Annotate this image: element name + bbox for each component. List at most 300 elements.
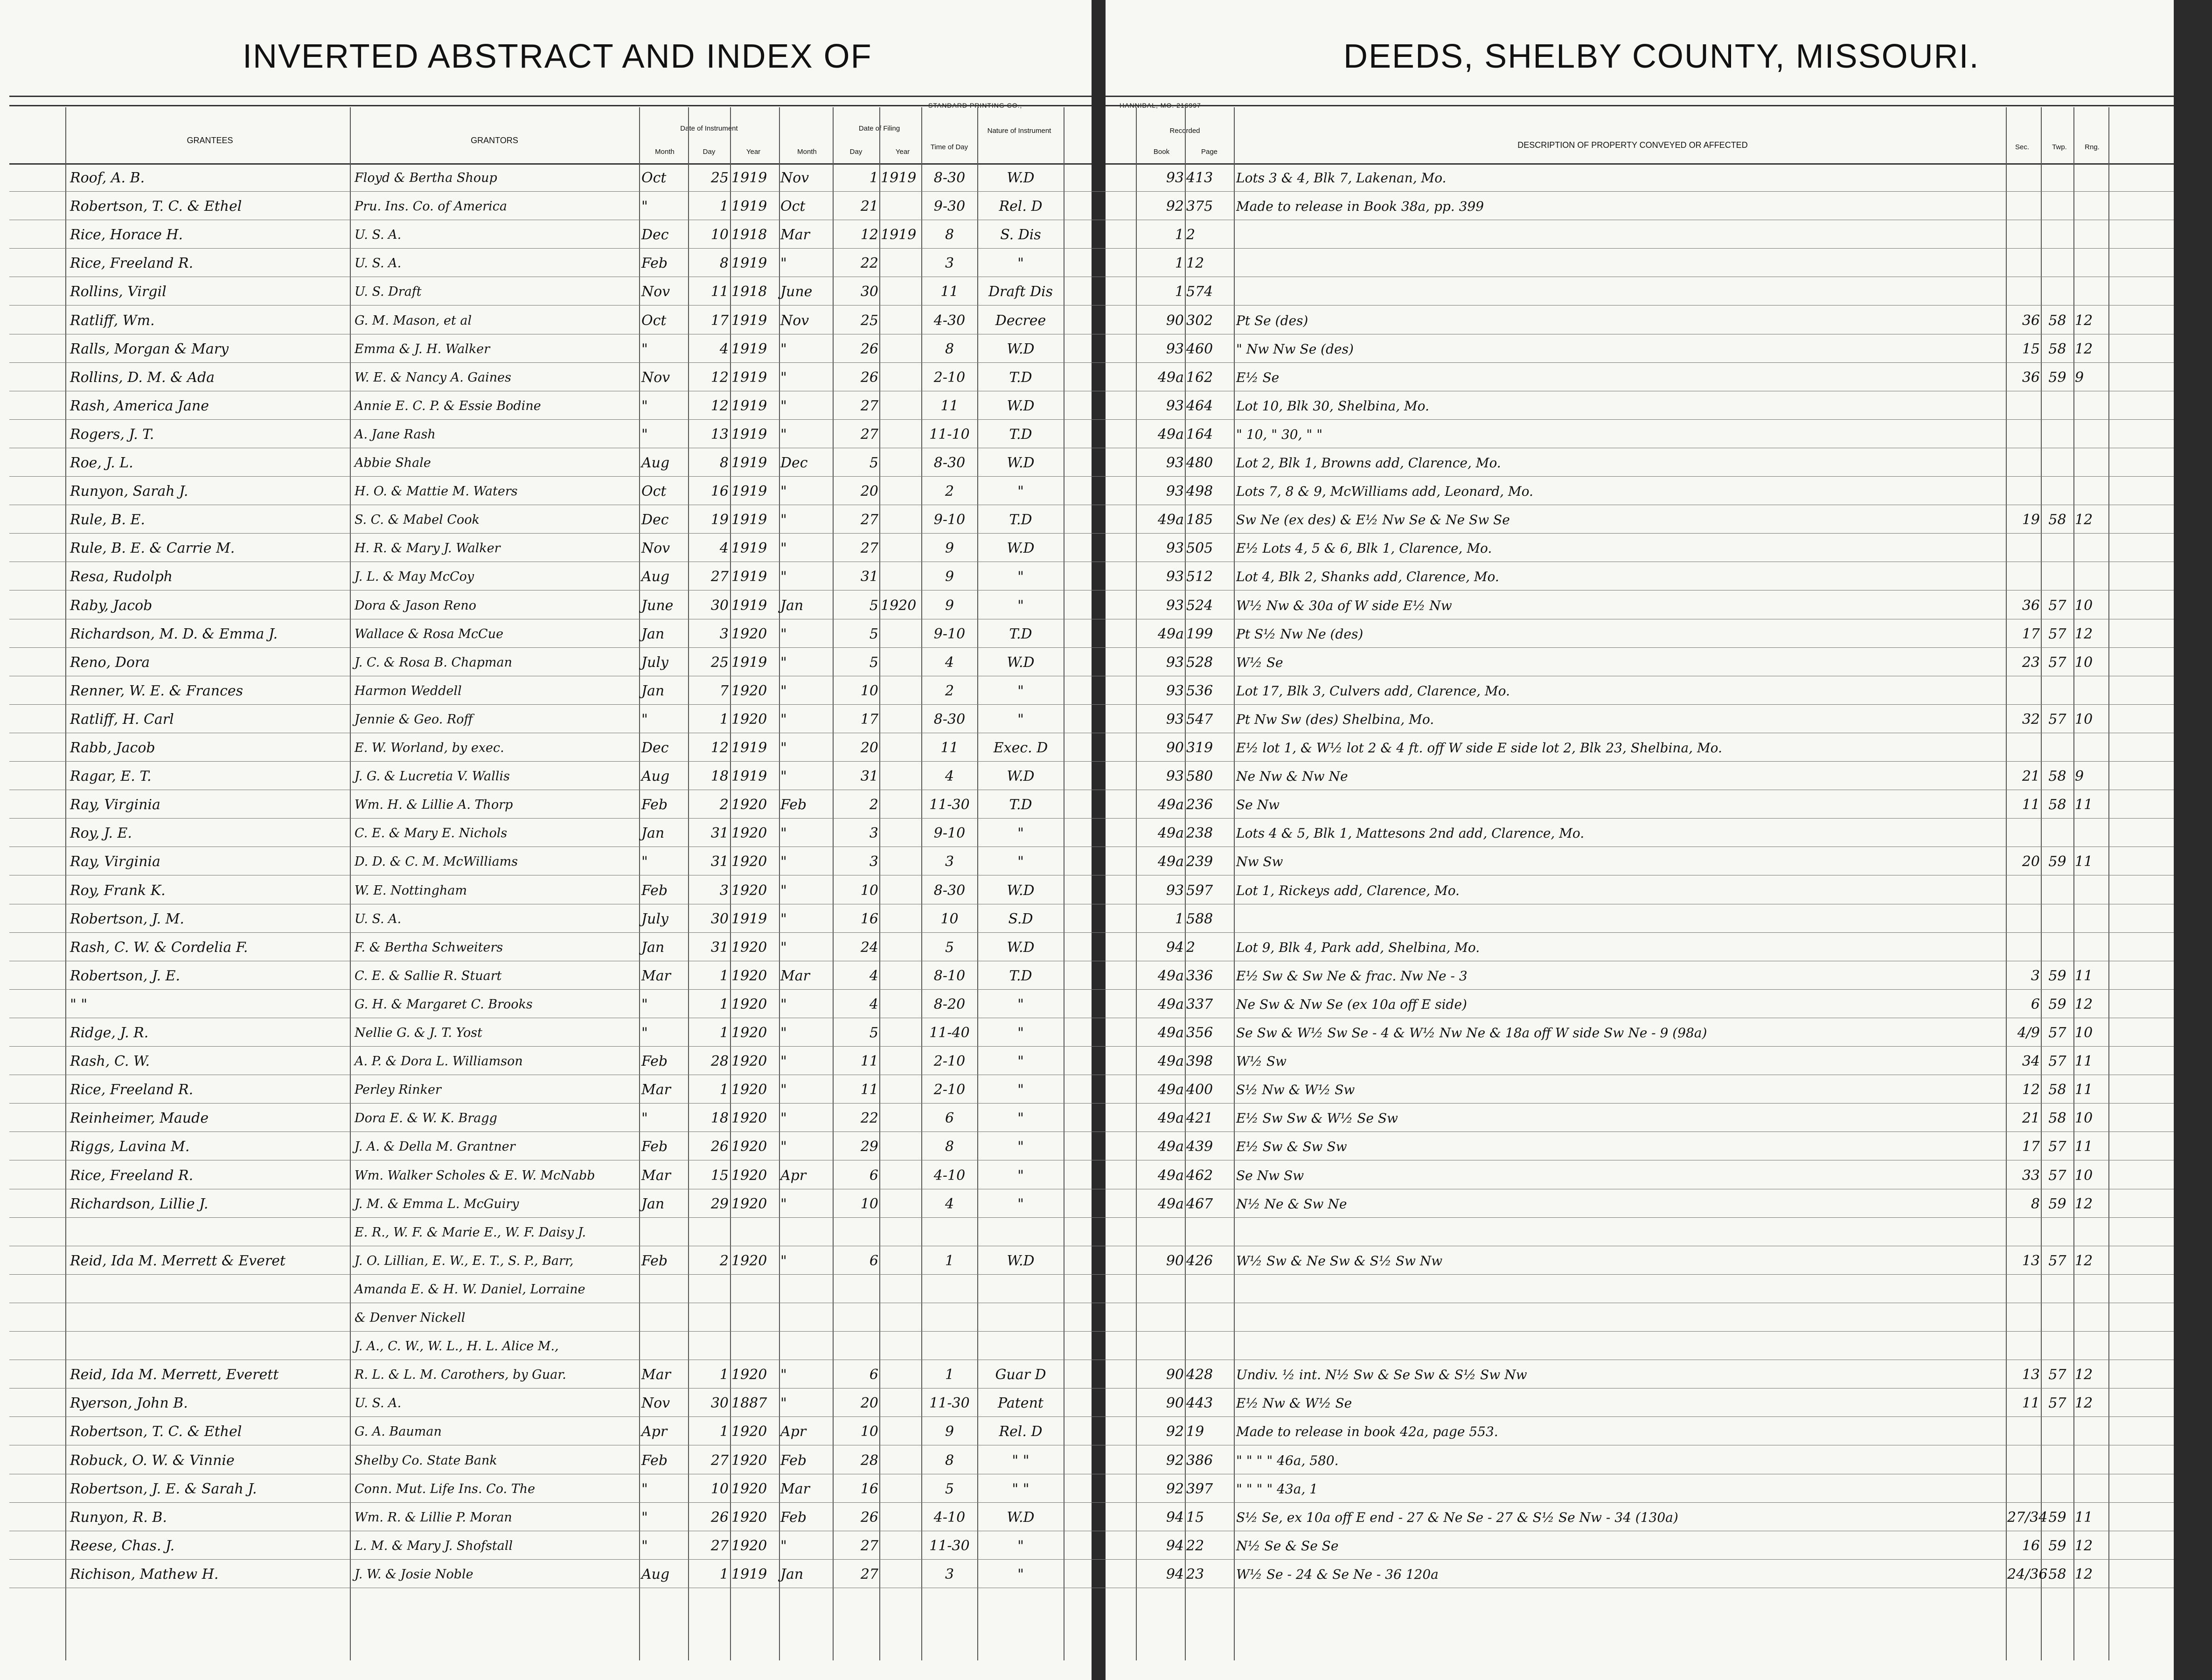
cell-page: 238 — [1186, 825, 1213, 842]
cell-page: 397 — [1186, 1480, 1213, 1497]
cell-desc: E½ Se — [1236, 369, 1280, 385]
cell-f-day: 20 — [860, 483, 878, 500]
cell-i-day: 25 — [710, 654, 729, 671]
cell-grantee: Rash, C. W. & Cordelia F. — [70, 939, 248, 956]
cell-i-month: Aug — [641, 455, 670, 471]
cell-i-day: 26 — [710, 1509, 729, 1526]
cell-grantor: Annie E. C. P. & Essie Bodine — [355, 398, 541, 413]
cell-i-year: 1920 — [731, 1139, 767, 1155]
cell-f-month: " — [780, 1139, 787, 1155]
cell-time: 5 — [945, 939, 954, 956]
cell-f-month: " — [780, 340, 787, 357]
header-sec: Sec. — [2015, 143, 2029, 151]
cell-desc: N½ Se & Se Se — [1236, 1538, 1339, 1554]
publisher-location: HANNIBAL, MO. 216997 — [1120, 102, 1201, 109]
cell-rng: 12 — [2075, 512, 2093, 528]
cell-i-year: 1920 — [731, 825, 767, 842]
cell-twp: 59 — [2048, 1537, 2066, 1554]
cell-grantee: Rash, America Jane — [70, 397, 209, 414]
cell-grantor: Harmon Weddell — [355, 683, 462, 698]
table-row — [0, 1051, 2174, 1072]
cell-sec: 23 — [2022, 654, 2040, 671]
table-row — [0, 852, 2174, 872]
cell-desc: W½ Nw & 30a of W side E½ Nw — [1236, 597, 1452, 613]
cell-rng: 12 — [2075, 1367, 2093, 1383]
cell-desc: " " " " 43a, 1 — [1236, 1481, 1318, 1497]
cell-time: 11 — [940, 397, 959, 414]
table-row — [0, 311, 2174, 331]
cell-grantor: H. O. & Mattie M. Waters — [355, 484, 518, 499]
cell-i-month: Aug — [641, 768, 670, 785]
cell-f-day: 31 — [860, 768, 878, 785]
table-row — [0, 1308, 2174, 1328]
table-row — [0, 168, 2174, 188]
cell-nature: " " — [1012, 1452, 1029, 1469]
header-description: DESCRIPTION OF PROPERTY CONVEYED OR AFFECTED — [1517, 140, 1748, 150]
cell-nature: W.D — [1007, 939, 1035, 956]
cell-rng: 12 — [2075, 625, 2093, 642]
row-rule — [9, 533, 2174, 534]
cell-book: 49a — [1157, 1082, 1184, 1098]
cell-i-month: Nov — [641, 540, 670, 557]
cell-book: 90 — [1166, 1367, 1184, 1383]
cell-f-day: 27 — [860, 540, 878, 557]
cell-f-month: Mar — [780, 227, 810, 243]
cell-page: 536 — [1186, 682, 1213, 699]
cell-rng: 12 — [2075, 1566, 2093, 1583]
cell-f-month: " — [780, 625, 787, 642]
cell-time: 4 — [945, 654, 954, 671]
cell-grantee: Rash, C. W. — [70, 1053, 150, 1070]
cell-rng: 11 — [2075, 854, 2093, 870]
cell-i-month: " — [641, 198, 648, 215]
cell-grantor: J. O. Lillian, E. W., E. T., S. P., Barr, — [355, 1253, 574, 1268]
cell-grantee: Rollins, Virgil — [70, 284, 167, 300]
cell-f-month: " — [780, 768, 787, 785]
cell-i-day: 1 — [719, 1367, 729, 1383]
cell-i-day: 3 — [719, 882, 729, 899]
cell-grantee: Robertson, T. C. & Ethel — [70, 1423, 242, 1440]
cell-sec: 13 — [2022, 1252, 2040, 1269]
cell-rng: 12 — [2075, 1537, 2093, 1554]
cell-twp: 57 — [2048, 625, 2066, 642]
cell-nature: Decree — [995, 312, 1046, 329]
cell-time: 2-10 — [933, 1082, 966, 1098]
cell-nature: " — [1017, 1110, 1024, 1127]
cell-i-month: " — [641, 1480, 648, 1497]
cell-desc: Se Sw & W½ Sw Se - 4 & W½ Nw Ne & 18a off W side Sw Ne - 9 (98a) — [1236, 1025, 1707, 1041]
cell-grantee: Rice, Freeland R. — [70, 255, 194, 272]
cell-i-year: 1887 — [731, 1395, 767, 1412]
cell-i-year: 1920 — [731, 1452, 767, 1469]
cell-i-month: Dec — [641, 512, 669, 528]
cell-i-month: " — [641, 426, 648, 443]
cell-sec: 8 — [2031, 1195, 2040, 1212]
cell-f-month: " — [780, 1053, 787, 1070]
cell-i-day: 8 — [719, 255, 729, 272]
cell-desc: S½ Nw & W½ Sw — [1236, 1082, 1355, 1098]
cell-f-month: " — [780, 1537, 787, 1554]
cell-i-day: 27 — [710, 1537, 729, 1554]
cell-i-year: 1918 — [731, 227, 767, 243]
cell-book: 49a — [1157, 426, 1184, 443]
cell-rng: 12 — [2075, 340, 2093, 357]
row-rule — [9, 704, 2174, 705]
cell-f-day: 10 — [860, 1423, 878, 1440]
cell-page: 356 — [1186, 1025, 1213, 1041]
cell-nature: W.D — [1007, 882, 1035, 899]
cell-f-day: 10 — [860, 882, 878, 899]
header-rng: Rng. — [2085, 143, 2100, 151]
cell-f-month: " — [780, 740, 787, 756]
cell-sec: 19 — [2022, 512, 2040, 528]
cell-rng: 12 — [2075, 1252, 2093, 1269]
cell-i-year: 1920 — [731, 1423, 767, 1440]
cell-i-year: 1919 — [731, 455, 767, 471]
cell-desc: E½ Sw & Sw Ne & frac. Nw Ne - 3 — [1236, 968, 1468, 984]
cell-book: 93 — [1166, 768, 1184, 785]
cell-f-day: 10 — [860, 682, 878, 699]
cell-nature: W.D — [1007, 768, 1035, 785]
cell-i-year: 1919 — [731, 597, 767, 614]
cell-f-month: Mar — [780, 967, 810, 984]
table-row — [0, 1393, 2174, 1414]
cell-page: 426 — [1186, 1252, 1213, 1269]
table-row — [0, 709, 2174, 730]
cell-i-year: 1919 — [731, 512, 767, 528]
cell-desc: Pt S½ Nw Ne (des) — [1236, 626, 1363, 642]
cell-grantor: J. W. & Josie Noble — [355, 1567, 473, 1582]
cell-i-day: 1 — [719, 996, 729, 1013]
cell-f-month: " — [780, 1395, 787, 1412]
cell-grantee: Reid, Ida M. Merrett, Everett — [70, 1367, 279, 1383]
cell-book: 1 — [1175, 910, 1184, 927]
cell-f-month: Dec — [780, 455, 808, 471]
cell-book: 93 — [1166, 882, 1184, 899]
cell-nature: W.D — [1007, 540, 1035, 557]
cell-grantor: U. S. Draft — [355, 285, 422, 299]
cell-f-month: " — [780, 540, 787, 557]
cell-f-month: Feb — [780, 1452, 807, 1469]
cell-nature: " — [1017, 711, 1024, 728]
cell-nature: T.D — [1009, 426, 1032, 443]
cell-page: 239 — [1186, 854, 1213, 870]
table-row — [0, 1194, 2174, 1215]
row-rule — [9, 1046, 2174, 1047]
cell-i-month: " — [641, 397, 648, 414]
cell-desc: E½ Sw Sw & W½ Se Sw — [1236, 1111, 1398, 1126]
cell-time: 8-30 — [933, 711, 966, 728]
cell-i-year: 1919 — [731, 483, 767, 500]
cell-f-month: Feb — [780, 797, 807, 813]
cell-f-day: 20 — [860, 740, 878, 756]
cell-book: 93 — [1166, 682, 1184, 699]
cell-twp: 58 — [2048, 312, 2066, 329]
page-edge — [2174, 0, 2212, 1680]
table-row — [0, 1080, 2174, 1100]
cell-f-month: " — [780, 483, 787, 500]
cell-desc: W½ Sw & Ne Sw & S½ Sw Nw — [1236, 1253, 1443, 1269]
cell-twp: 57 — [2048, 654, 2066, 671]
cell-desc: Pt Nw Sw (des) Shelbina, Mo. — [1236, 711, 1434, 727]
cell-page: 421 — [1186, 1110, 1213, 1127]
cell-f-day: 22 — [860, 1110, 878, 1127]
cell-time: 4 — [945, 1195, 954, 1212]
table-row — [0, 1108, 2174, 1129]
cell-nature: Rel. D — [999, 1423, 1043, 1440]
cell-book: 1 — [1175, 284, 1184, 300]
cell-grantor: Wm. H. & Lillie A. Thorp — [355, 798, 513, 812]
cell-i-year: 1920 — [731, 1167, 767, 1184]
cell-book: 49a — [1157, 1025, 1184, 1041]
cell-sec: 36 — [2022, 597, 2040, 614]
cell-f-day: 26 — [860, 1509, 878, 1526]
cell-f-day: 17 — [860, 711, 878, 728]
cell-book: 94 — [1166, 939, 1184, 956]
cell-time: 3 — [945, 1566, 954, 1583]
cell-grantor: Wallace & Rosa McCue — [355, 626, 504, 641]
cell-grantor: Floyd & Bertha Shoup — [355, 171, 497, 185]
cell-i-day: 11 — [710, 284, 729, 300]
cell-page: 375 — [1186, 198, 1213, 215]
cell-sec: 33 — [2022, 1167, 2040, 1184]
cell-rng: 10 — [2075, 1110, 2093, 1127]
cell-twp: 57 — [2048, 1053, 2066, 1070]
row-rule — [9, 1416, 2174, 1417]
cell-desc: Lot 9, Blk 4, Park add, Shelbina, Mo. — [1236, 939, 1480, 955]
table-row — [0, 538, 2174, 559]
cell-grantee: Ray, Virginia — [70, 854, 160, 870]
cell-book: 93 — [1166, 597, 1184, 614]
header-time-of-day: Time of Day — [930, 143, 968, 151]
cell-i-month: Oct — [641, 312, 667, 329]
cell-book: 49a — [1157, 512, 1184, 528]
cell-twp: 58 — [2048, 768, 2066, 785]
cell-f-month: Feb — [780, 1509, 807, 1526]
cell-grantee: Robuck, O. W. & Vinnie — [70, 1452, 235, 1469]
cell-i-month: July — [641, 910, 668, 927]
cell-nature: T.D — [1009, 967, 1032, 984]
cell-i-day: 26 — [710, 1139, 729, 1155]
cell-i-year: 1920 — [731, 996, 767, 1013]
cell-grantor: Dora & Jason Reno — [355, 598, 477, 613]
cell-grantee: Runyon, R. B. — [70, 1509, 167, 1526]
cell-i-day: 31 — [710, 854, 729, 870]
cell-grantor: U. S. A. — [355, 228, 402, 243]
cell-sec: 12 — [2022, 1082, 2040, 1098]
cell-f-month: " — [780, 711, 787, 728]
cell-i-month: Jan — [641, 939, 665, 956]
cell-grantor: L. M. & Mary J. Shofstall — [355, 1538, 513, 1553]
cell-f-day: 27 — [860, 1566, 878, 1583]
row-rule — [9, 476, 2174, 477]
cell-book: 49a — [1157, 1110, 1184, 1127]
cell-page: 528 — [1186, 654, 1213, 671]
cell-grantor: Shelby Co. State Bank — [355, 1453, 497, 1468]
cell-nature: " — [1017, 1537, 1024, 1554]
cell-grantor: J. A., C. W., W. L., H. L. Alice M., — [355, 1339, 559, 1354]
cell-time: 8-30 — [933, 170, 966, 186]
cell-f-day: 25 — [860, 312, 878, 329]
row-rule — [9, 1217, 2174, 1218]
cell-grantee: Ratliff, Wm. — [70, 312, 155, 329]
cell-grantee: Raby, Jacob — [70, 597, 153, 614]
cell-page: 337 — [1186, 996, 1213, 1013]
cell-f-month: " — [780, 1082, 787, 1098]
cell-i-month: Feb — [641, 255, 668, 272]
table-row — [0, 738, 2174, 758]
cell-time: 9-30 — [933, 198, 966, 215]
cell-grantee: Roy, J. E. — [70, 825, 132, 842]
cell-nature: " — [1017, 825, 1024, 842]
row-rule — [9, 248, 2174, 249]
cell-i-day: 17 — [710, 312, 729, 329]
cell-i-day: 27 — [710, 569, 729, 585]
header-file-year: Year — [895, 148, 910, 156]
cell-f-day: 28 — [860, 1452, 878, 1469]
table-row — [0, 909, 2174, 930]
cell-i-year: 1920 — [731, 1480, 767, 1497]
cell-page: 428 — [1186, 1367, 1213, 1383]
cell-f-day: 20 — [860, 1395, 878, 1412]
row-rule — [9, 647, 2174, 648]
cell-desc: Lots 3 & 4, Blk 7, Lakenan, Mo. — [1236, 170, 1447, 186]
cell-i-year: 1919 — [731, 312, 767, 329]
cell-rng: 12 — [2075, 996, 2093, 1013]
cell-desc: Pt Se (des) — [1236, 312, 1308, 328]
cell-desc: Se Nw Sw — [1236, 1167, 1304, 1183]
cell-page: 12 — [1186, 255, 1204, 272]
cell-time: 9 — [945, 1423, 954, 1440]
cell-time: 4-10 — [933, 1167, 966, 1184]
header-file-day: Day — [849, 148, 863, 156]
cell-nature: " — [1017, 483, 1024, 500]
cell-grantee: Reno, Dora — [70, 654, 150, 671]
cell-grantee: Rice, Freeland R. — [70, 1167, 194, 1184]
cell-grantor: U. S. A. — [355, 911, 402, 926]
cell-f-day: 22 — [860, 255, 878, 272]
cell-time: 11-40 — [929, 1025, 970, 1041]
table-row — [0, 510, 2174, 530]
cell-i-day: 18 — [710, 768, 729, 785]
cell-page: 505 — [1186, 540, 1213, 557]
table-row — [0, 1166, 2174, 1186]
cell-page: 398 — [1186, 1053, 1213, 1070]
cell-i-day: 12 — [710, 369, 729, 386]
table-row — [0, 823, 2174, 844]
cell-f-day: 27 — [860, 1537, 878, 1554]
cell-desc: Undiv. ½ int. N½ Sw & Se Sw & S½ Sw Nw — [1236, 1367, 1527, 1383]
cell-i-year: 1919 — [731, 426, 767, 443]
header-grantors: GRANTORS — [471, 136, 518, 145]
cell-i-month: " — [641, 996, 648, 1013]
cell-i-year: 1919 — [731, 340, 767, 357]
cell-i-year: 1920 — [731, 1053, 767, 1070]
cell-time: 1 — [945, 1252, 954, 1269]
cell-book: 49a — [1157, 369, 1184, 386]
table-row — [0, 225, 2174, 245]
cell-i-month: Mar — [641, 1082, 671, 1098]
cell-page: 400 — [1186, 1082, 1213, 1098]
cell-grantor: Perley Rinker — [355, 1083, 441, 1097]
cell-time: 8-10 — [933, 967, 966, 984]
table-row — [0, 368, 2174, 388]
cell-grantor: D. D. & C. M. McWilliams — [355, 854, 518, 869]
row-rule — [9, 932, 2174, 933]
cell-sec: 3 — [2031, 967, 2040, 984]
cell-twp: 57 — [2048, 1367, 2066, 1383]
cell-i-day: 29 — [710, 1195, 729, 1212]
cell-i-year: 1920 — [731, 1025, 767, 1041]
cell-page: 439 — [1186, 1139, 1213, 1155]
cell-f-year: 1920 — [881, 597, 917, 614]
cell-time: 9 — [945, 569, 954, 585]
cell-book: 1 — [1175, 255, 1184, 272]
cell-sec: 27/34 — [2007, 1509, 2048, 1526]
cell-nature: S.D — [1008, 910, 1033, 927]
cell-f-month: " — [780, 854, 787, 870]
cell-i-day: 25 — [710, 170, 729, 186]
cell-book: 93 — [1166, 711, 1184, 728]
cell-nature: T.D — [1009, 625, 1032, 642]
cell-i-month: Jan — [641, 625, 665, 642]
table-row — [0, 282, 2174, 302]
cell-f-day: 11 — [860, 1053, 878, 1070]
cell-nature: " — [1017, 1025, 1024, 1041]
cell-grantee: Ray, Virginia — [70, 797, 160, 813]
row-rule — [9, 362, 2174, 363]
cell-i-day: 1 — [719, 1566, 729, 1583]
cell-f-month: Oct — [780, 198, 806, 215]
cell-rng: 9 — [2075, 369, 2084, 386]
cell-f-day: 5 — [869, 455, 878, 471]
cell-grantor: J. L. & May McCoy — [355, 569, 474, 584]
cell-grantee: " " — [70, 996, 88, 1013]
cell-page: 464 — [1186, 397, 1213, 414]
cell-desc: N½ Ne & Sw Ne — [1236, 1196, 1347, 1212]
cell-grantor: G. H. & Margaret C. Brooks — [355, 997, 533, 1012]
cell-i-month: Feb — [641, 1053, 668, 1070]
row-rule — [9, 1559, 2174, 1560]
cell-rng: 11 — [2075, 1082, 2093, 1098]
cell-page: 547 — [1186, 711, 1213, 728]
cell-i-month: Mar — [641, 1367, 671, 1383]
cell-nature: Guar D — [995, 1367, 1046, 1383]
table-row — [0, 1479, 2174, 1500]
cell-time: 2 — [945, 483, 954, 500]
cell-desc: Lot 4, Blk 2, Shanks add, Clarence, Mo. — [1236, 569, 1499, 585]
cell-grantor: U. S. A. — [355, 1396, 402, 1411]
cell-f-month: " — [780, 397, 787, 414]
table-row — [0, 253, 2174, 274]
cell-grantee: Reid, Ida M. Merrett & Everet — [70, 1252, 286, 1269]
cell-f-month: " — [780, 369, 787, 386]
cell-grantor: Wm. Walker Scholes & E. W. McNabb — [355, 1168, 595, 1183]
cell-nature: " — [1017, 1195, 1024, 1212]
page-title-left: INVERTED ABSTRACT AND INDEX OF — [243, 38, 872, 75]
cell-twp: 58 — [2048, 1566, 2066, 1583]
cell-f-month: " — [780, 1110, 787, 1127]
cell-f-day: 16 — [860, 910, 878, 927]
cell-f-day: 27 — [860, 512, 878, 528]
cell-time: 8 — [945, 227, 954, 243]
cell-grantor: S. C. & Mabel Cook — [355, 513, 480, 528]
cell-page: 302 — [1186, 312, 1213, 329]
table-row — [0, 1564, 2174, 1585]
cell-page: 386 — [1186, 1452, 1213, 1469]
cell-i-year: 1920 — [731, 854, 767, 870]
cell-i-day: 12 — [710, 740, 729, 756]
